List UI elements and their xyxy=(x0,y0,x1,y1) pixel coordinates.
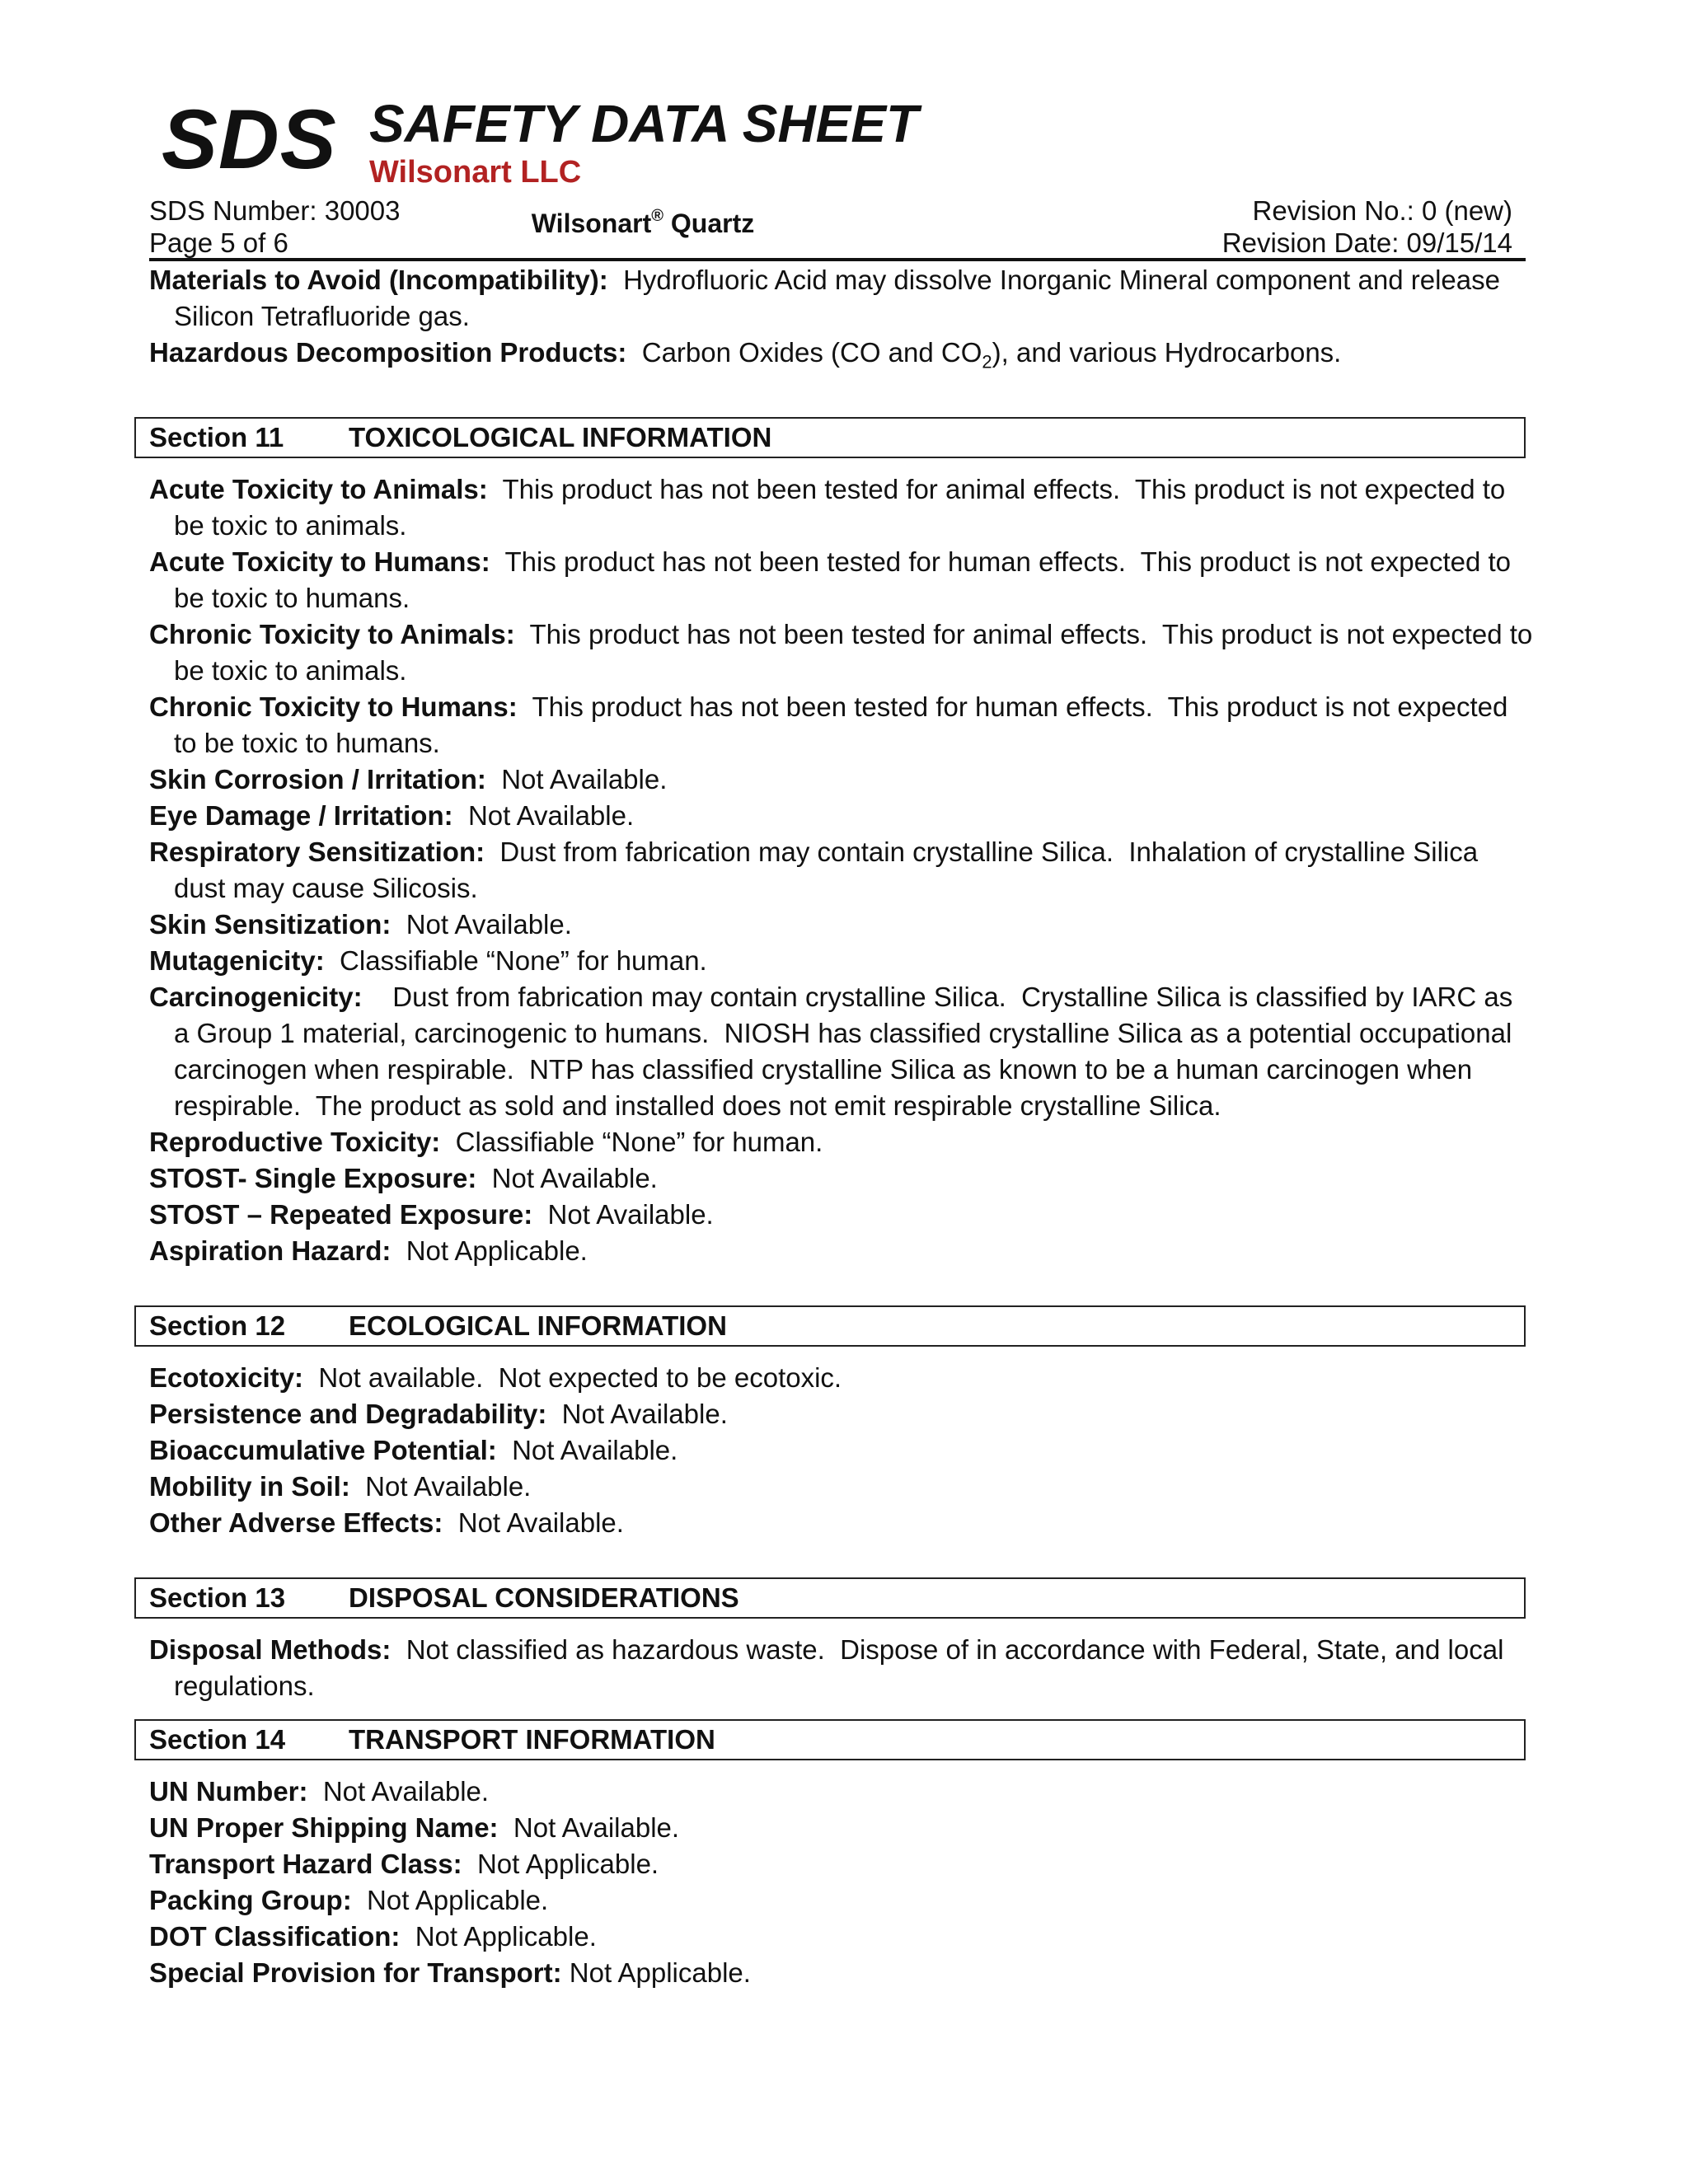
list-item xyxy=(149,471,1534,544)
section-13-header xyxy=(134,1577,1526,1619)
item-text: Not Applicable. xyxy=(400,1920,597,1952)
section-title: DISPOSAL CONSIDERATIONS xyxy=(349,1582,739,1613)
item-text: This product has not been tested for human effects. This product is not expected to be toxic to humans. xyxy=(174,546,1519,613)
item-text: Not Applicable. xyxy=(391,1235,588,1266)
item-label: Respiratory Sensitization: xyxy=(149,836,485,867)
item-label: UN Proper Shipping Name: xyxy=(149,1811,499,1843)
item-label: Skin Corrosion / Irritation: xyxy=(149,763,486,794)
item-label: Special Provision for Transport: xyxy=(149,1957,562,1988)
item-text: Not Available. xyxy=(349,1470,532,1502)
list-item xyxy=(149,1160,1534,1197)
item-label: Ecotoxicity: xyxy=(149,1361,304,1393)
section-number: Section 13 xyxy=(149,1582,286,1613)
item-label: Mobility in Soil: xyxy=(149,1470,350,1502)
item-text: Carbon Oxides (CO and CO xyxy=(626,337,982,368)
item-text: Not Applicable. xyxy=(561,1957,751,1988)
section-11-items xyxy=(149,471,1540,1269)
item-label: Packing Group: xyxy=(149,1884,352,1915)
list-item xyxy=(149,834,1534,907)
item-text: Not Available. xyxy=(307,1775,490,1807)
item-label: Bioaccumulative Potential: xyxy=(149,1434,497,1465)
item-text: Not Available. xyxy=(443,1507,624,1538)
item-label: DOT Classification: xyxy=(149,1920,401,1952)
item-text: Not Available. xyxy=(496,1434,678,1465)
revision-number: Revision No.: 0 (new) xyxy=(1252,195,1512,226)
product-type: Quartz xyxy=(663,209,755,238)
item-text: Not Applicable. xyxy=(462,1848,659,1879)
list-item xyxy=(149,1774,1534,1810)
section-title: ECOLOGICAL INFORMATION xyxy=(349,1310,727,1341)
item-text: Not Available. xyxy=(452,799,635,831)
item-label: Acute Toxicity to Animals: xyxy=(149,473,488,504)
list-item xyxy=(149,544,1534,616)
item-text: Not Available. xyxy=(546,1398,728,1429)
list-item xyxy=(149,1396,1534,1432)
section-13-items xyxy=(149,1632,1534,1704)
header-meta-right xyxy=(1222,194,1512,259)
item-text: Dust from fabrication may contain crystalline Silica. Crystalline Silica is classified by IARC as a Group 1 material, carcinogenic to humans. NIOSH has classified crystalline Silica as a potential occupational carcinogen when respirable. NTP has classified crystalline Silica as known to be a human carcinogen when respirable. The product as sold and installed does not emit respirable crystalline Silica. xyxy=(174,981,1521,1121)
product-name xyxy=(0,208,1286,237)
hazardous-decomposition xyxy=(149,335,1534,381)
list-item xyxy=(149,1882,1534,1919)
section-number: Section 14 xyxy=(149,1723,286,1755)
item-label: Hazardous Decomposition Products: xyxy=(149,337,627,368)
section-11-header xyxy=(134,417,1526,458)
section-number: Section 11 xyxy=(149,421,284,452)
list-item xyxy=(149,943,1534,979)
sds-logo: SDS xyxy=(162,92,337,186)
item-text: This product has not been tested for animal effects. This product is not expected to be toxic to animals. xyxy=(174,473,1513,541)
item-label: Materials to Avoid (Incompatibility): xyxy=(149,265,608,295)
item-text: Not Available. xyxy=(532,1198,714,1230)
page-number: Page 5 of 6 xyxy=(149,227,288,258)
section-14-items xyxy=(149,1774,1534,1991)
section-title: TRANSPORT INFORMATION xyxy=(349,1723,715,1755)
item-label: Eye Damage / Irritation: xyxy=(149,799,453,831)
item-text: Not Available. xyxy=(498,1811,680,1843)
item-label: Acute Toxicity to Humans: xyxy=(149,546,490,577)
item-text: Hydrofluoric Acid may dissolve Inorganic Mineral component and release Silicon Tetrafluoride gas. xyxy=(174,265,1508,331)
item-text: Not available. Not expected to be ecotoxic. xyxy=(303,1361,842,1393)
document-body xyxy=(149,262,1540,1991)
item-text: Classifiable “None” for human. xyxy=(440,1126,823,1157)
list-item xyxy=(149,1632,1534,1704)
list-item xyxy=(149,1810,1534,1846)
subscript: 2 xyxy=(982,351,992,373)
item-text: Not classified as hazardous waste. Dispose of in accordance with Federal, State, and local regulations. xyxy=(174,1633,1512,1701)
list-item xyxy=(149,1124,1534,1160)
section-12-header xyxy=(134,1305,1526,1347)
list-item xyxy=(149,1505,1534,1541)
item-text: ), and various Hydrocarbons. xyxy=(992,337,1342,368)
list-item xyxy=(149,798,1534,834)
header-divider xyxy=(149,258,1526,261)
item-label: Skin Sensitization: xyxy=(149,908,392,940)
item-text: Not Available. xyxy=(391,908,572,940)
revision-date: Revision Date: 09/15/14 xyxy=(1221,227,1512,258)
item-label: Transport Hazard Class: xyxy=(149,1848,462,1879)
item-label: Mutagenicity: xyxy=(149,944,325,976)
item-text: Classifiable “None” for human. xyxy=(324,944,707,976)
item-text: Not Available. xyxy=(476,1162,658,1193)
item-text: Not Applicable. xyxy=(351,1884,549,1915)
item-text: Dust from fabrication may contain crystalline Silica. Inhalation of crystalline Silica dust may cause Silicosis. xyxy=(174,836,1486,903)
section-number: Section 12 xyxy=(149,1310,286,1341)
list-item xyxy=(149,1846,1534,1882)
section-title: TOXICOLOGICAL INFORMATION xyxy=(349,421,772,452)
sds-number: SDS Number: 30003 xyxy=(149,195,401,226)
item-label: Other Adverse Effects: xyxy=(149,1507,443,1538)
list-item xyxy=(149,1360,1534,1396)
company-name: Wilsonart LLC xyxy=(369,155,582,190)
list-item xyxy=(149,1233,1534,1269)
list-item xyxy=(149,1469,1534,1505)
item-text: Not Available. xyxy=(485,763,668,794)
item-label: UN Number: xyxy=(149,1775,308,1807)
section-12-items xyxy=(149,1360,1534,1541)
document-title: SAFETY DATA SHEET xyxy=(369,94,919,153)
list-item xyxy=(149,1955,1534,1991)
item-label: Chronic Toxicity to Humans: xyxy=(149,691,518,722)
list-item xyxy=(149,1432,1534,1469)
item-label: Carcinogenicity: xyxy=(149,981,363,1012)
list-item xyxy=(149,907,1534,943)
list-item xyxy=(149,1919,1534,1955)
section-14-header xyxy=(134,1719,1526,1760)
list-item xyxy=(149,1197,1534,1233)
materials-to-avoid xyxy=(149,262,1534,335)
item-text: This product has not been tested for human effects. This product is not expected to be toxic to humans. xyxy=(174,691,1516,758)
item-label: Chronic Toxicity to Animals: xyxy=(149,618,515,649)
list-item xyxy=(149,979,1534,1124)
item-label: Persistence and Degradability: xyxy=(149,1398,547,1429)
product-brand: Wilsonart xyxy=(531,209,652,238)
item-label: Aspiration Hazard: xyxy=(149,1235,392,1266)
item-label: Reproductive Toxicity: xyxy=(149,1126,441,1157)
registered-mark: ® xyxy=(651,207,663,225)
item-label: STOST – Repeated Exposure: xyxy=(149,1198,533,1230)
item-label: Disposal Methods: xyxy=(149,1633,392,1665)
list-item xyxy=(149,616,1540,689)
list-item xyxy=(149,762,1534,798)
item-label: STOST- Single Exposure: xyxy=(149,1162,477,1193)
list-item xyxy=(149,689,1534,762)
item-text: This product has not been tested for animal effects. This product is not expected to be toxic to animals. xyxy=(174,618,1540,686)
